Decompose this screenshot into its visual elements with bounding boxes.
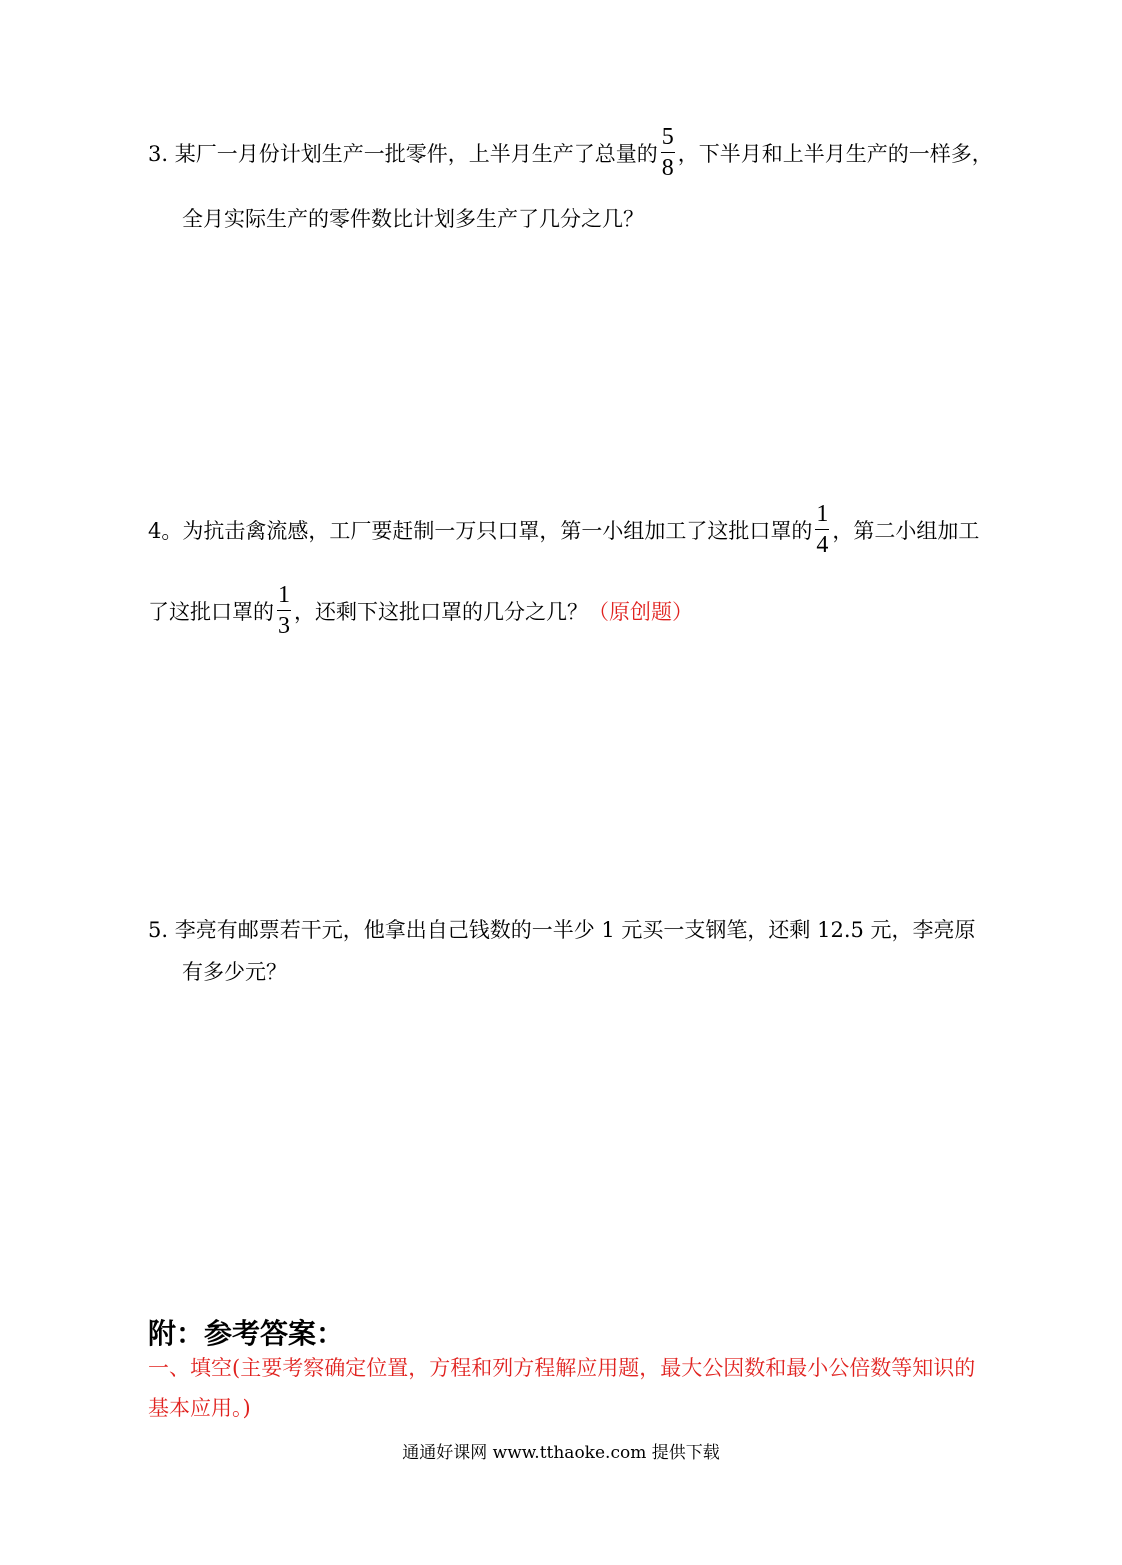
- q4-original-tag: （原创题）: [588, 599, 693, 624]
- q4-line2: [148, 583, 693, 638]
- footer-download-note: 通通好课网 www.tthaoke.com 提供下载: [402, 1443, 720, 1463]
- q5-line1: 5. 李亮有邮票若干元，他拿出自己钱数的一半少 1 元买一支钢笔，还剩 12.5 元，李亮原: [148, 918, 976, 942]
- q3-fraction: [661, 125, 675, 180]
- answers-section1-line1: 一、填空(主要考察确定位置，方程和列方程解应用题，最大公因数和最小公倍数等知识的: [148, 1356, 976, 1380]
- q3-frac-denominator: 8: [661, 155, 674, 181]
- q3-frac-numerator: 5: [661, 124, 674, 150]
- q4-line1: [148, 502, 979, 557]
- q3-line1: [148, 125, 993, 180]
- q3-text-after: ，下半月和上半月生产的一样多，: [677, 141, 993, 166]
- q4-text-before: 4。为抗击禽流感，工厂要赶制一万只口罩，第一小组加工了这批口罩的: [148, 518, 813, 543]
- q4-frac1-numerator: 1: [816, 501, 829, 527]
- q3-line2: 全月实际生产的零件数比计划多生产了几分之几？: [182, 207, 644, 231]
- q4-frac1-denominator: 4: [816, 532, 829, 558]
- q4-line2-after: ，还剩下这批口罩的几分之几？: [294, 599, 588, 624]
- answers-section1-line2: 基本应用。): [148, 1396, 251, 1420]
- q4-text-after: ，第二小组加工: [832, 518, 980, 543]
- q4-frac2-numerator: 1: [278, 582, 290, 608]
- q4-fraction-2: [277, 583, 291, 638]
- q4-frac2-denominator: 3: [278, 613, 290, 639]
- answers-heading: 附：参考答案：: [148, 1317, 345, 1350]
- q4-line2-before: 了这批口罩的: [148, 599, 274, 624]
- q3-text-before: 3. 某厂一月份计划生产一批零件，上半月生产了总量的: [148, 141, 658, 166]
- q4-fraction-1: [815, 502, 829, 557]
- q5-line2: 有多少元？: [182, 960, 287, 984]
